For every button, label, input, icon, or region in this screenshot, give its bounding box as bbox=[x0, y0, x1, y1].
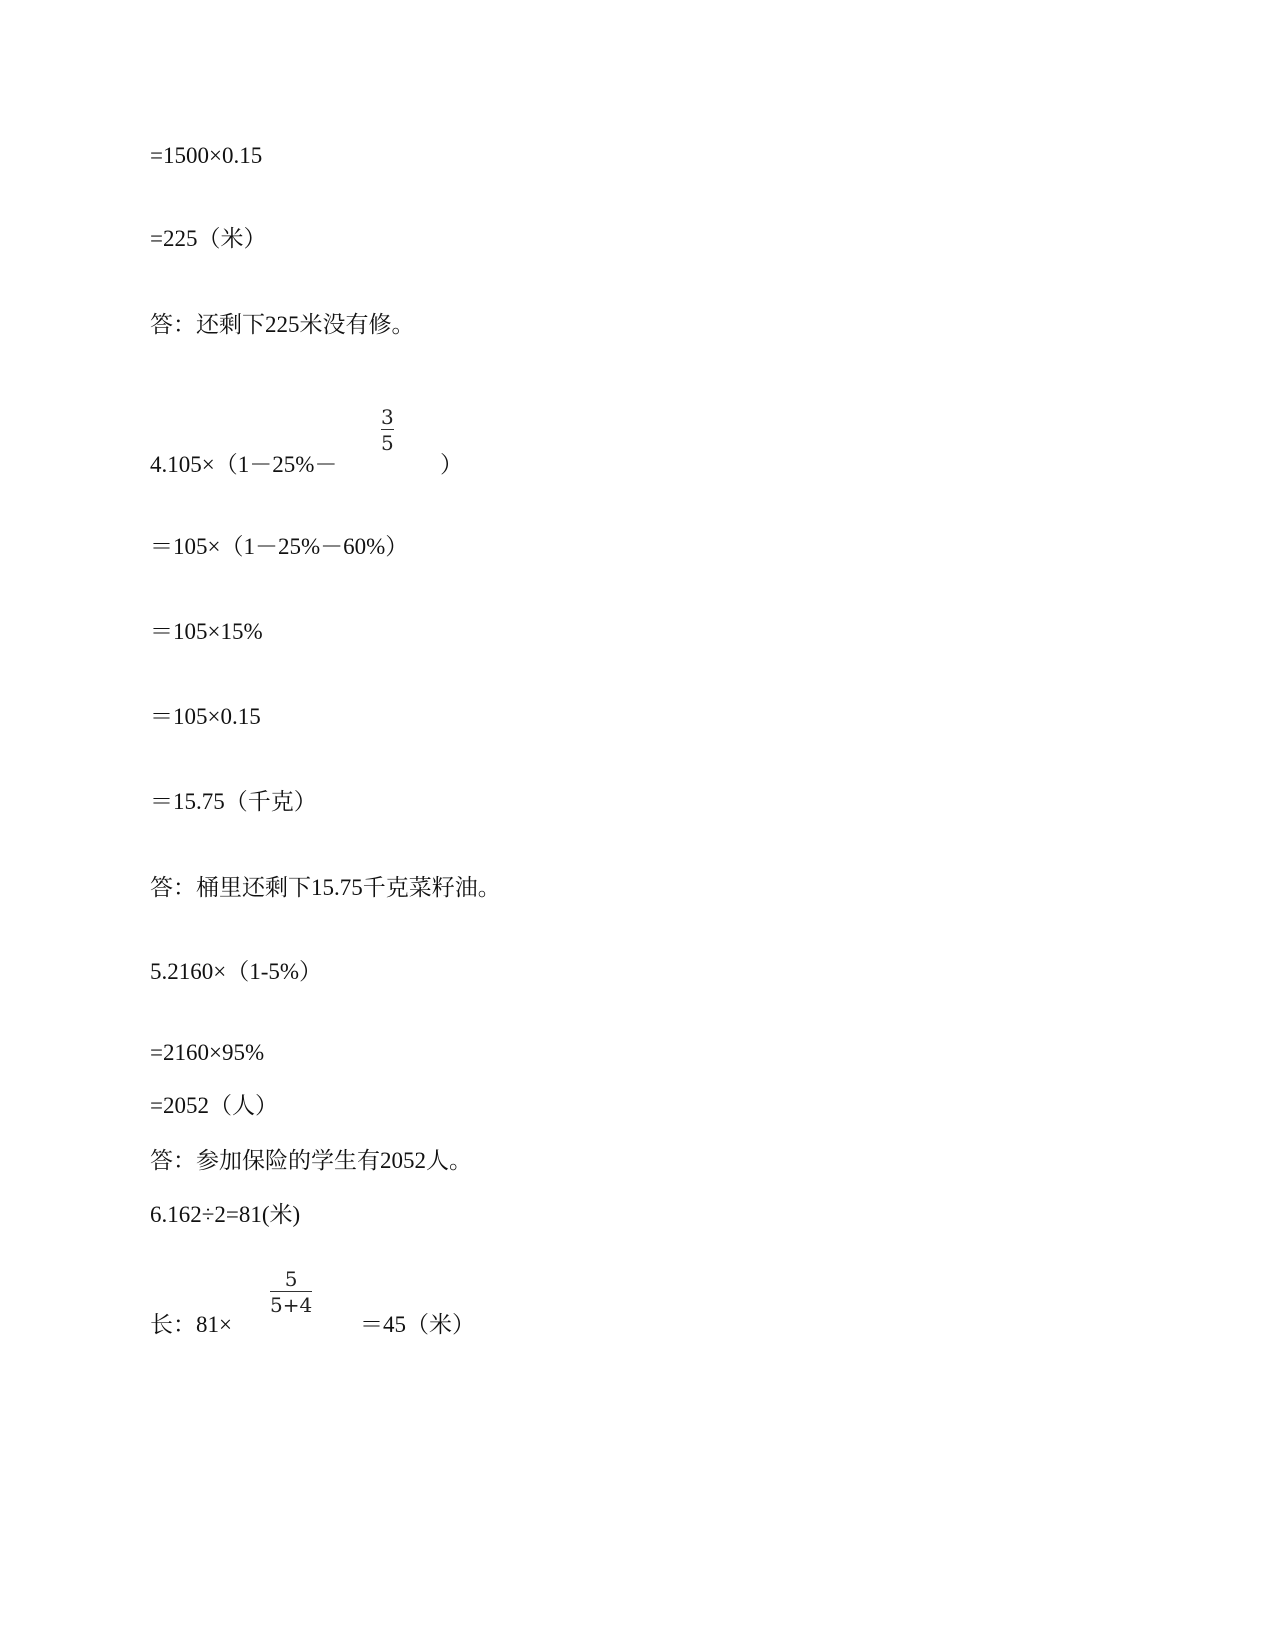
length-result: ＝45（米） bbox=[360, 1312, 475, 1337]
closing-paren: ） bbox=[440, 452, 463, 477]
fraction-3-5 bbox=[381, 406, 394, 454]
calc-line: ＝105×15% bbox=[150, 619, 263, 644]
fraction-5-over-5-plus-4 bbox=[270, 1268, 312, 1316]
fraction-denominator: 5+4 bbox=[270, 1293, 313, 1317]
fraction-numerator: 3 bbox=[381, 405, 394, 429]
calc-line: ＝105×（1－25%－60%） bbox=[150, 534, 409, 559]
calc-line: ＝15.75（千克） bbox=[150, 789, 317, 814]
fraction-numerator: 5 bbox=[284, 1267, 298, 1291]
problem-4-line: 4.105×（1－25%－ bbox=[150, 452, 338, 477]
fraction-bar bbox=[270, 1291, 312, 1292]
calc-line: =225（米） bbox=[150, 226, 267, 251]
calc-line: =2052（人） bbox=[150, 1093, 278, 1118]
calc-line: =2160×95% bbox=[150, 1040, 265, 1065]
answer-line: 答：参加保险的学生有2052人。 bbox=[150, 1148, 472, 1173]
answer-line: 答：桶里还剩下15.75千克菜籽油。 bbox=[150, 875, 501, 900]
answer-line: 答：还剩下225米没有修。 bbox=[150, 312, 415, 337]
problem-6-line: 6.162÷2=81(米) bbox=[150, 1202, 301, 1227]
length-line: 长：81× bbox=[150, 1312, 232, 1337]
fraction-bar bbox=[381, 429, 394, 430]
problem-5-line: 5.2160×（1-5%） bbox=[150, 959, 323, 984]
calc-line: ＝105×0.15 bbox=[150, 704, 261, 729]
calc-line: =1500×0.15 bbox=[150, 143, 263, 168]
fraction-denominator: 5 bbox=[381, 431, 394, 455]
